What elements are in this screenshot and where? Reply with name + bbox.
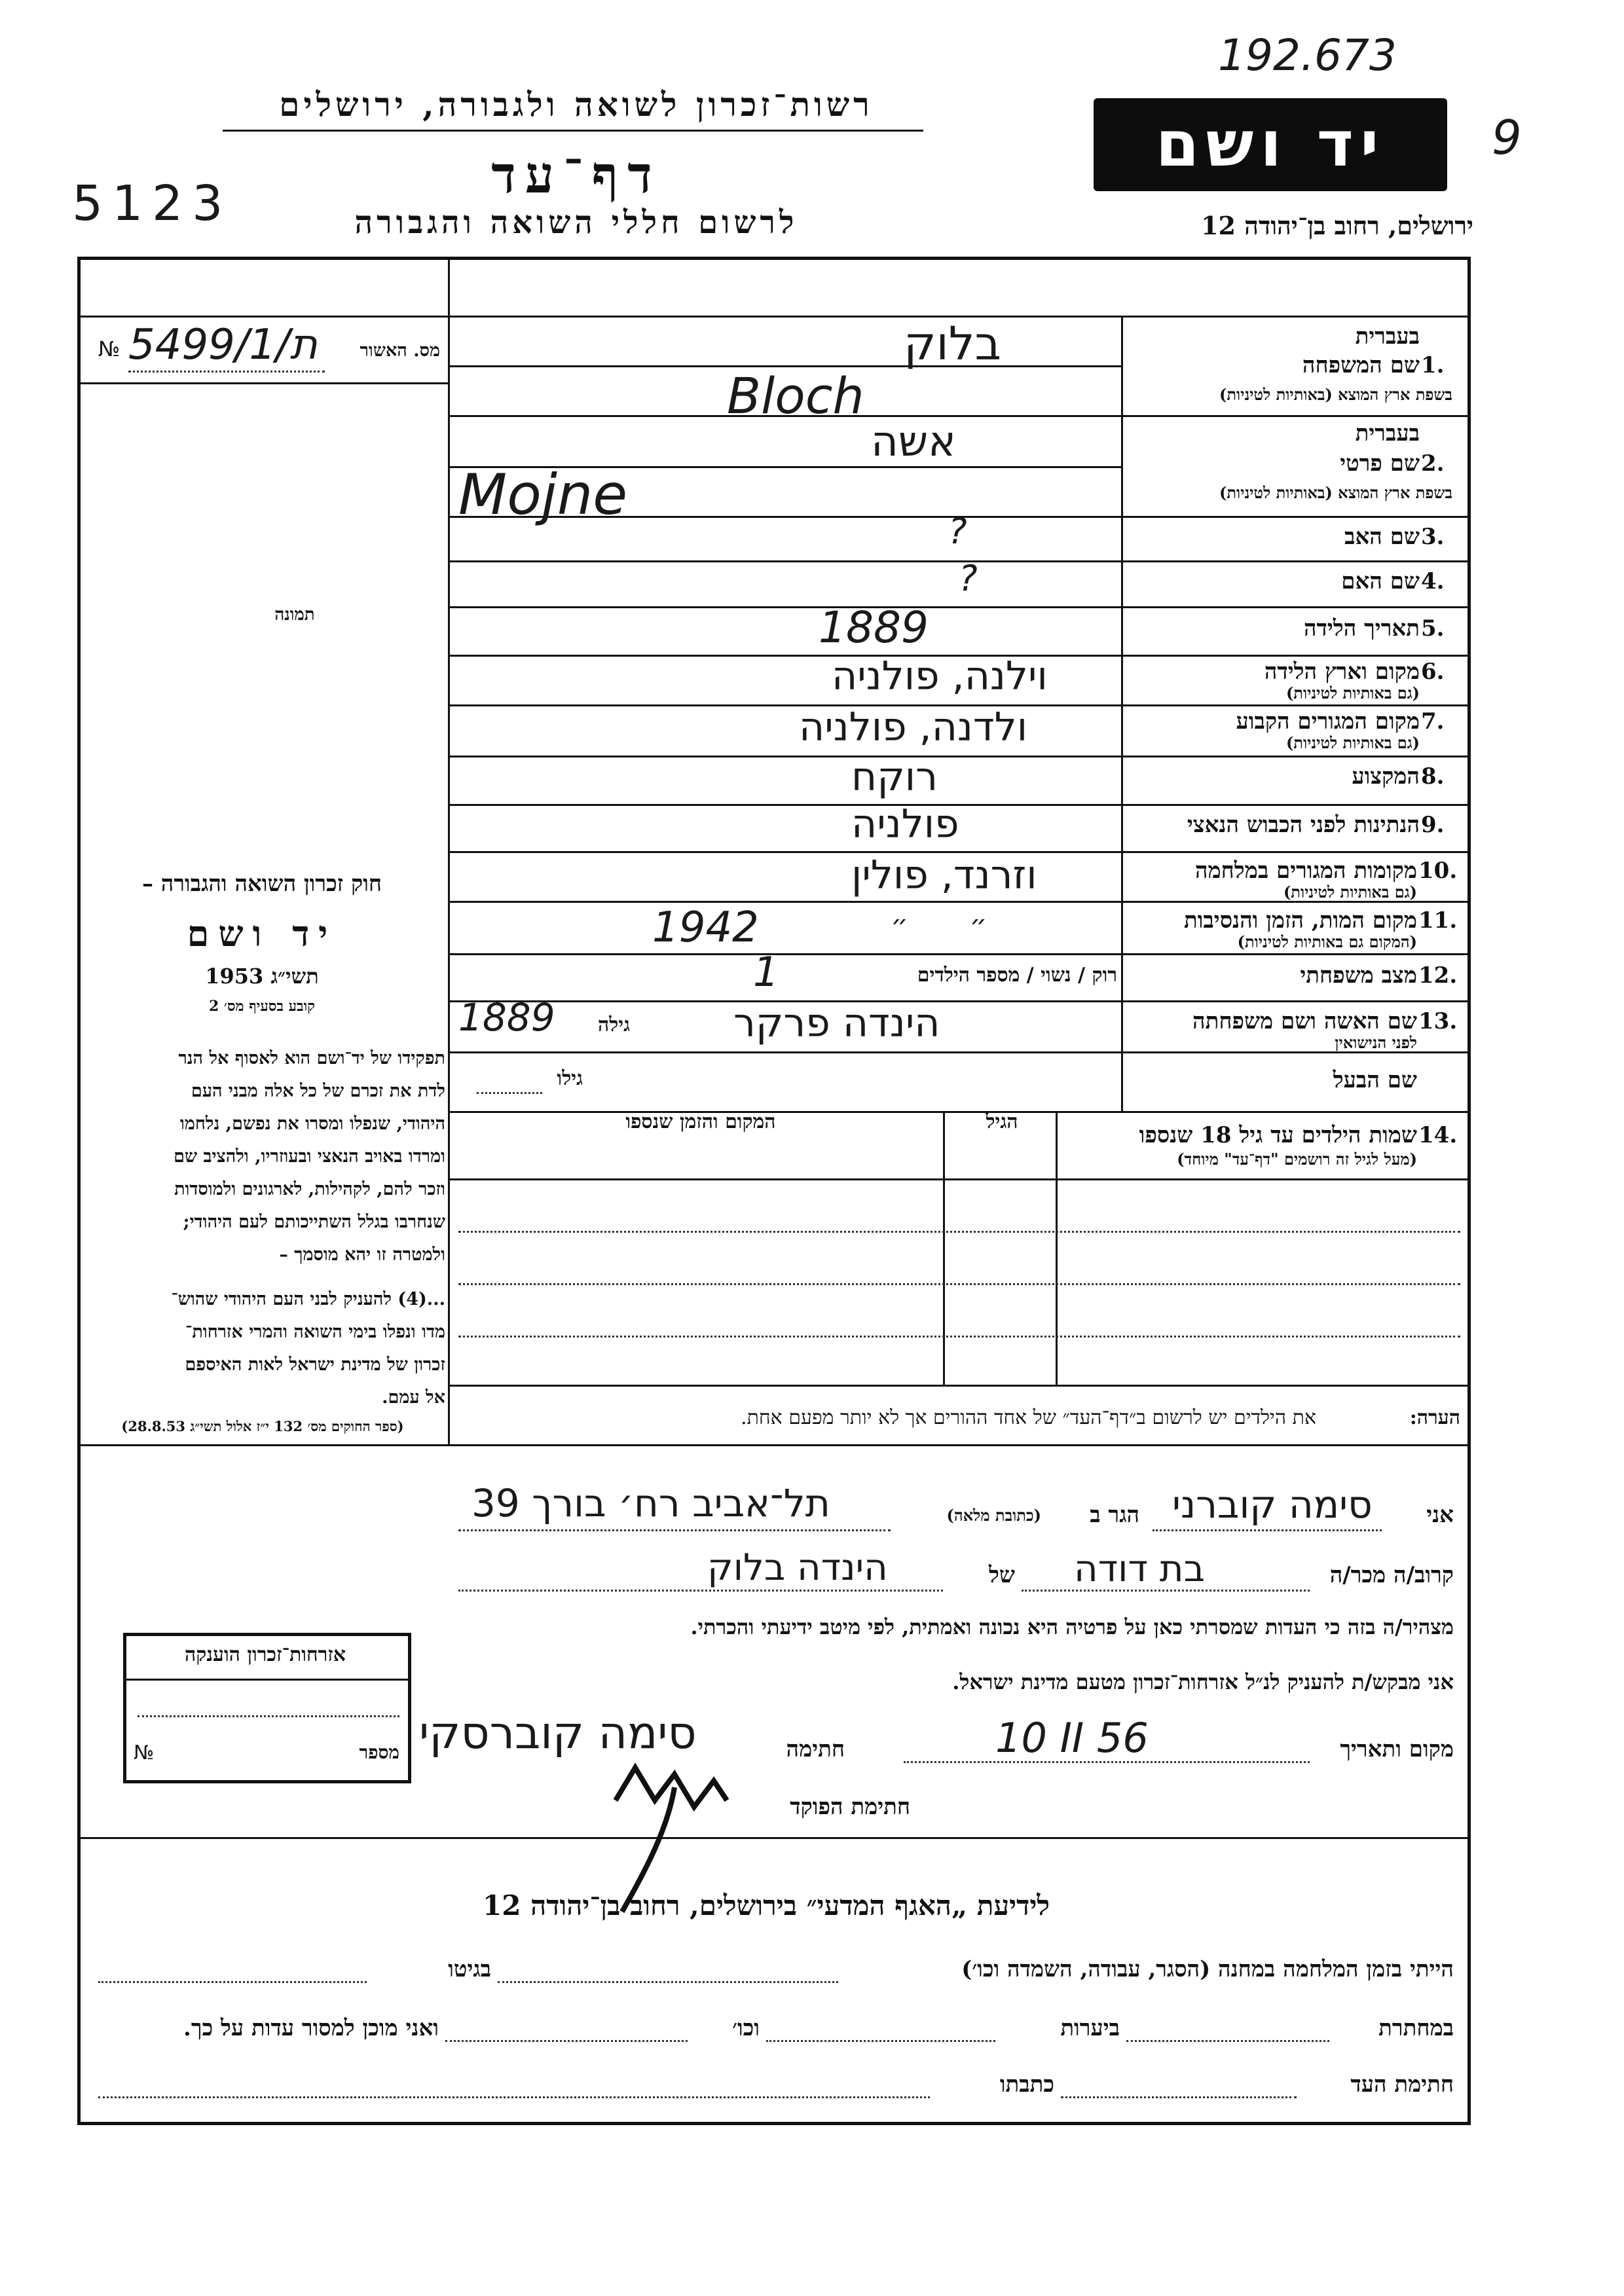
law-year: תשי״ג 1953 (205, 964, 319, 989)
law-text-line: היהודי, שנפלו ומסרו את נפשם, נלחמו (179, 1114, 445, 1134)
f11-value-marks: ״ ״ (891, 909, 1014, 941)
law-text-line: ומרדו באויב הנאצי ובעוזריו, ולהציב שם (174, 1146, 445, 1167)
f6-value: וילנה, פולניה (832, 653, 1048, 699)
f10-sub-label: (גם באותיות לטיניות) (1283, 883, 1417, 902)
footer-line2-etc: וכו׳ (732, 2015, 760, 2041)
f13-number: 13. (1418, 1008, 1458, 1034)
law-text-line: זכרון של מדינת ישראל לאות האיספם (185, 1355, 445, 1375)
f12-options: רוק / נשוי / מספר הילדים (917, 964, 1117, 987)
citizenship-box-no: № (134, 1741, 155, 1764)
f7-sub-label: (גם באותיות לטיניות) (1285, 733, 1420, 752)
declaration-statement-2: אני מבקש/ת להעניק לנ״ל אזרחות־זכרון מטעם מדינת ישראל. (952, 1669, 1454, 1694)
f13-sub-label: לפני הנישואין (1335, 1033, 1417, 1052)
footer-line2-underground: במחתרת (1378, 2015, 1454, 2041)
declaration-address-value: תל־אביב רח׳ בורך 39 (471, 1481, 830, 1525)
declaration-signature-value: סימה קוברסקי (419, 1707, 697, 1759)
declaration-place-date-label: מקום ותאריך (1340, 1736, 1454, 1762)
footer-line3-witness-signature: חתימת העד (1350, 2071, 1454, 2098)
footer-line1-ghetto: בגיטו (448, 1956, 491, 1982)
f2-hebrew-label: בעברית (1355, 420, 1420, 446)
f13-value: הינדה פרקר (733, 1000, 940, 1046)
f9-number: 9. (1421, 812, 1445, 838)
f10-number: 10. (1418, 858, 1458, 884)
f4-label: שם האם (1341, 568, 1420, 594)
form-title: דף־עד (491, 145, 661, 205)
f5-label: תאריך הלידה (1303, 615, 1420, 642)
f1-sub-label: בשפת ארץ המוצא (באותיות לטיניות) (1219, 385, 1452, 404)
f7-number: 7. (1421, 708, 1445, 735)
law-text-line: תפקידו של יד־ושם הוא לאסוף אל הנר (178, 1048, 445, 1068)
photo-label: תמונה (274, 605, 315, 625)
f3-number: 3. (1421, 524, 1445, 550)
f14-col-place: המקום והזמן שנספו (625, 1110, 776, 1133)
f14-label: שמות הילדים עד גיל 18 שנספו (1139, 1122, 1417, 1148)
f3-label: שם האב (1344, 524, 1420, 550)
f13-age-label: גילה (597, 1013, 630, 1036)
approval-label: מס. האשור (360, 340, 440, 361)
handwritten-left-number: 5123 (72, 175, 232, 232)
law-text-line: לדת את זכרם של כל אלה מבני העם (191, 1081, 445, 1101)
declaration-relation-value: בת דודה (1074, 1548, 1205, 1590)
footer-title: לידיעת „האגף המדעי״ בירושלים, רחוב בן־יהודה 12 (483, 1889, 1050, 1922)
f14-col-age: הגיל (986, 1110, 1018, 1133)
form-subtitle: לרשום חללי השואה והגבורה (354, 204, 798, 241)
declaration-name-value: סימה קוברני (1172, 1482, 1373, 1527)
f2-number: 2. (1421, 450, 1445, 477)
f12-number: 12. (1418, 962, 1458, 989)
law-text-line: מדו ונפלו בימי השואה והמרי אזרחות־ (185, 1322, 445, 1342)
f10-value: וזרנד, פולין (851, 852, 1037, 898)
f13-label: שם האשה ושם משפחתה (1192, 1008, 1417, 1034)
law-source: (ספר החוקים מס׳ 132 י״ז אלול תשי״ג 28.8.53) (121, 1418, 404, 1434)
f7-value: ולדנה, פולניה (799, 704, 1028, 750)
declaration-place-date-value: 10 II 56 (995, 1714, 1149, 1762)
footer-line2-ready: ואני מוכן למסור עדות על כך. (183, 2015, 439, 2041)
f11-number: 11. (1418, 907, 1458, 934)
note-label: הערה: (1409, 1406, 1460, 1429)
f14-sub-label: (מעל לגיל זה רושמים "דף־עד" מיוחד) (1177, 1150, 1417, 1169)
f4-number: 4. (1421, 568, 1445, 594)
top-number: 192.673 (1218, 30, 1397, 81)
f1-hebrew-label: בעברית (1355, 323, 1420, 350)
approval-number: ת/5499/1 (128, 321, 318, 369)
f5-value: 1889 (819, 602, 929, 653)
f13-age-value: 1889 (458, 995, 555, 1040)
f2-value-hebrew: אשה (871, 418, 956, 466)
f5-number: 5. (1421, 615, 1445, 642)
law-text-line: ולמטרה זו יהא מוסמך – (279, 1245, 445, 1265)
husband-label: שם הבעל (1333, 1067, 1417, 1093)
corner-mark: 9 (1492, 110, 1522, 165)
f12-label: מצב משפחתי (1300, 962, 1417, 989)
declaration-i-am: אני (1426, 1502, 1454, 1528)
declaration-officer-label: חתימת הפוקד (790, 1794, 910, 1820)
law-text-line: ...(4) להעניק לבני העם היהודי שהוש־ (171, 1289, 445, 1309)
declaration-resident-label: הגר ב (1090, 1502, 1139, 1528)
footer-line1-camp: הייתי בזמן המלחמה במחנה (הסגר, עבודה, השמדה וכו׳) (961, 1956, 1454, 1982)
citizenship-box-number: מספר (359, 1741, 399, 1763)
declaration-of-value: הינדה בלוק (707, 1546, 888, 1589)
law-title: חוק זכרון השואה והגבורה – (141, 871, 382, 897)
note-text: את הילדים יש לרשום ב״דף־העד״ של אחד ההורים אך לא יותר מפעם אחת. (741, 1406, 1316, 1429)
f11-value-year: 1942 (652, 903, 759, 952)
f1-value-latin: Bloch (727, 367, 864, 425)
f3-value: ? (948, 511, 967, 552)
f10-label: מקומות המגורים במלחמה (1194, 858, 1417, 884)
f7-label: מקום המגורים הקבוע (1236, 708, 1420, 735)
citizenship-box-title: אזרחות־זכרון הוענקה (184, 1643, 346, 1666)
f12-value: 1 (753, 948, 779, 996)
footer-line2-forests: ביערות (1060, 2015, 1120, 2041)
husband-age-label: גילו (557, 1067, 583, 1090)
f8-number: 8. (1421, 763, 1445, 790)
f6-label: מקום וארץ הלידה (1264, 659, 1420, 685)
f2-label: שם פרטי (1340, 450, 1420, 477)
f8-value: רוקח (851, 754, 938, 800)
law-clause: קובע בסעיף מס׳ 2 (208, 998, 316, 1015)
law-name: יד ושם (187, 913, 337, 955)
f9-label: הנתינות לפני הכבוש הנאצי (1187, 812, 1420, 838)
yad-vashem-logo (1094, 98, 1447, 191)
approval-no-prefix: № (98, 337, 120, 361)
declaration-full-address: (כתובת מלאה) (946, 1506, 1041, 1525)
f1-number: 1. (1421, 352, 1445, 378)
declaration-signature-label: חתימה (786, 1736, 845, 1762)
f4-value: ? (959, 558, 978, 599)
f8-label: המקצוע (1352, 763, 1420, 790)
f1-label: שם המשפחה (1302, 352, 1420, 378)
law-text-line: שנחרבו בגלל השתייכותם לעם היהודי; (183, 1212, 445, 1232)
declaration-statement-1: מצהיר/ה בזה כי העדות שמסרתי כאן על פרטיה היא נכונה ואמתית, לפי מיטב ידיעתי והכרתי. (690, 1614, 1454, 1639)
footer-line3-address: כתבתו (999, 2071, 1054, 2098)
declaration-of-label: של (989, 1562, 1015, 1588)
f1-value-hebrew: בלוק (904, 317, 1001, 371)
org-line: רשות־זכרון לשואה ולגבורה, ירושלים (279, 85, 874, 124)
f2-value-latin: Mojne (458, 462, 628, 528)
f11-sub-label: (המקום גם באותיות לטיניות) (1237, 932, 1417, 951)
f6-number: 6. (1421, 659, 1445, 685)
address: ירושלים, רחוב בן־יהודה 12 (1201, 211, 1473, 240)
declaration-relative-label: קרוב/ה מכר/ה (1329, 1562, 1454, 1588)
f14-number: 14. (1418, 1122, 1458, 1148)
law-text-line: וזכר להם, לקהילות, לארגונים ולמוסדות (174, 1179, 445, 1199)
f2-sub-label: בשפת ארץ המוצא (באותיות לטיניות) (1219, 483, 1452, 502)
f6-sub-label: (גם באותיות לטיניות) (1285, 683, 1420, 702)
f11-label: מקום המות, הזמן והנסיבות (1183, 907, 1417, 934)
logo-text: יד ושם (1155, 107, 1386, 181)
f9-value: פולניה (851, 801, 959, 847)
law-text-line: אל עמם. (382, 1387, 445, 1408)
